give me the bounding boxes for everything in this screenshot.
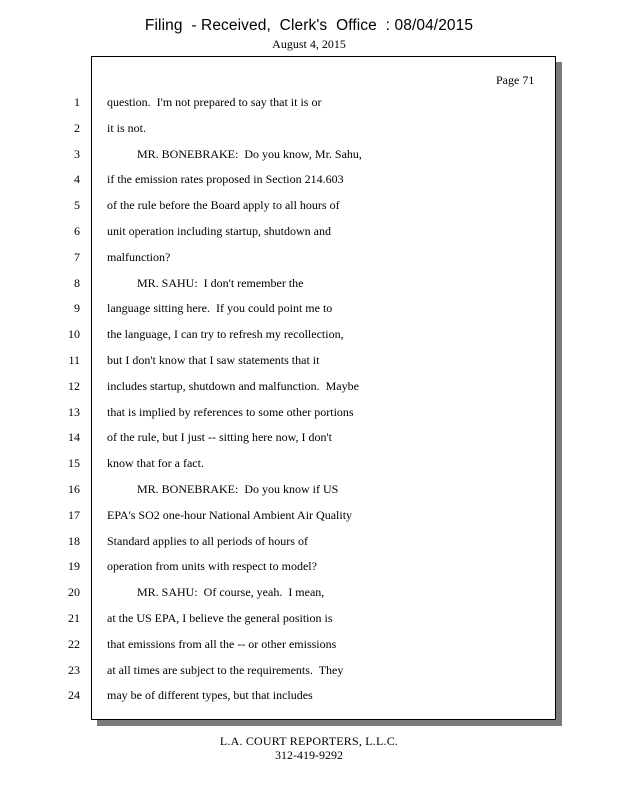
line-number: 23 (68, 663, 80, 677)
line-number: 8 (74, 276, 80, 290)
line-text: of the rule before the Board apply to all hours of (107, 198, 340, 212)
line-text: at the US EPA, I believe the general position is (107, 611, 333, 625)
line-number: 14 (68, 430, 80, 444)
filing-stamp: Filing - Received, Clerk's Office : 08/04/2015 (144, 17, 474, 34)
filing-date: August 4, 2015 (272, 37, 346, 51)
line-text: question. I'm not prepared to say that it is or (107, 95, 322, 109)
footer-phone: 312-419-9292 (275, 748, 343, 762)
line-number: 1 (74, 95, 80, 109)
line-text: may be of different types, but that includes (107, 688, 313, 702)
line-text: at all times are subject to the requirements. They (107, 663, 344, 677)
line-text: that is implied by references to some other portions (107, 405, 354, 419)
line-number: 15 (68, 456, 80, 470)
line-number: 12 (68, 379, 80, 393)
line-text: that emissions from all the -- or other emissions (107, 637, 337, 651)
line-number: 16 (68, 482, 80, 496)
line-text: if the emission rates proposed in Section 214.603 (107, 172, 344, 186)
line-text: MR. SAHU: I don't remember the (107, 276, 304, 290)
line-number: 6 (74, 224, 80, 238)
line-text: of the rule, but I just -- sitting here now, I don't (107, 430, 333, 444)
line-number: 5 (74, 198, 80, 212)
line-number: 4 (74, 172, 80, 186)
line-text: MR. SAHU: Of course, yeah. I mean, (107, 585, 325, 599)
line-number: 20 (68, 585, 80, 599)
line-number: 19 (68, 559, 80, 573)
line-number: 2 (74, 121, 80, 135)
line-number: 3 (74, 147, 80, 161)
page-number: Page 71 (496, 73, 535, 87)
line-text: EPA's SO2 one-hour National Ambient Air Quality (107, 508, 353, 522)
line-text: know that for a fact. (107, 456, 204, 470)
line-text: MR. BONEBRAKE: Do you know, Mr. Sahu, (107, 147, 362, 161)
line-text: it is not. (107, 121, 147, 135)
line-text: MR. BONEBRAKE: Do you know if US (107, 482, 339, 496)
line-number: 18 (68, 534, 80, 548)
line-text: language sitting here. If you could point me to (107, 301, 333, 315)
line-number: 9 (74, 301, 80, 315)
line-number: 17 (68, 508, 80, 522)
line-text: operation from units with respect to model? (107, 559, 317, 573)
line-text: the language, I can try to refresh my recollection, (107, 327, 344, 341)
line-number: 13 (68, 405, 80, 419)
line-text: unit operation including startup, shutdown and (107, 224, 331, 238)
line-text: but I don't know that I saw statements that it (107, 353, 320, 367)
line-text: malfunction? (107, 250, 171, 264)
line-text: Standard applies to all periods of hours of (107, 534, 308, 548)
line-number: 7 (74, 250, 80, 264)
line-number: 24 (68, 688, 80, 702)
line-number: 11 (68, 353, 80, 367)
line-number: 21 (68, 611, 80, 625)
line-number: 10 (68, 327, 80, 341)
line-text: includes startup, shutdown and malfunction. Maybe (107, 379, 359, 393)
footer-company: L.A. COURT REPORTERS, L.L.C. (219, 734, 399, 748)
line-number: 22 (68, 637, 80, 651)
